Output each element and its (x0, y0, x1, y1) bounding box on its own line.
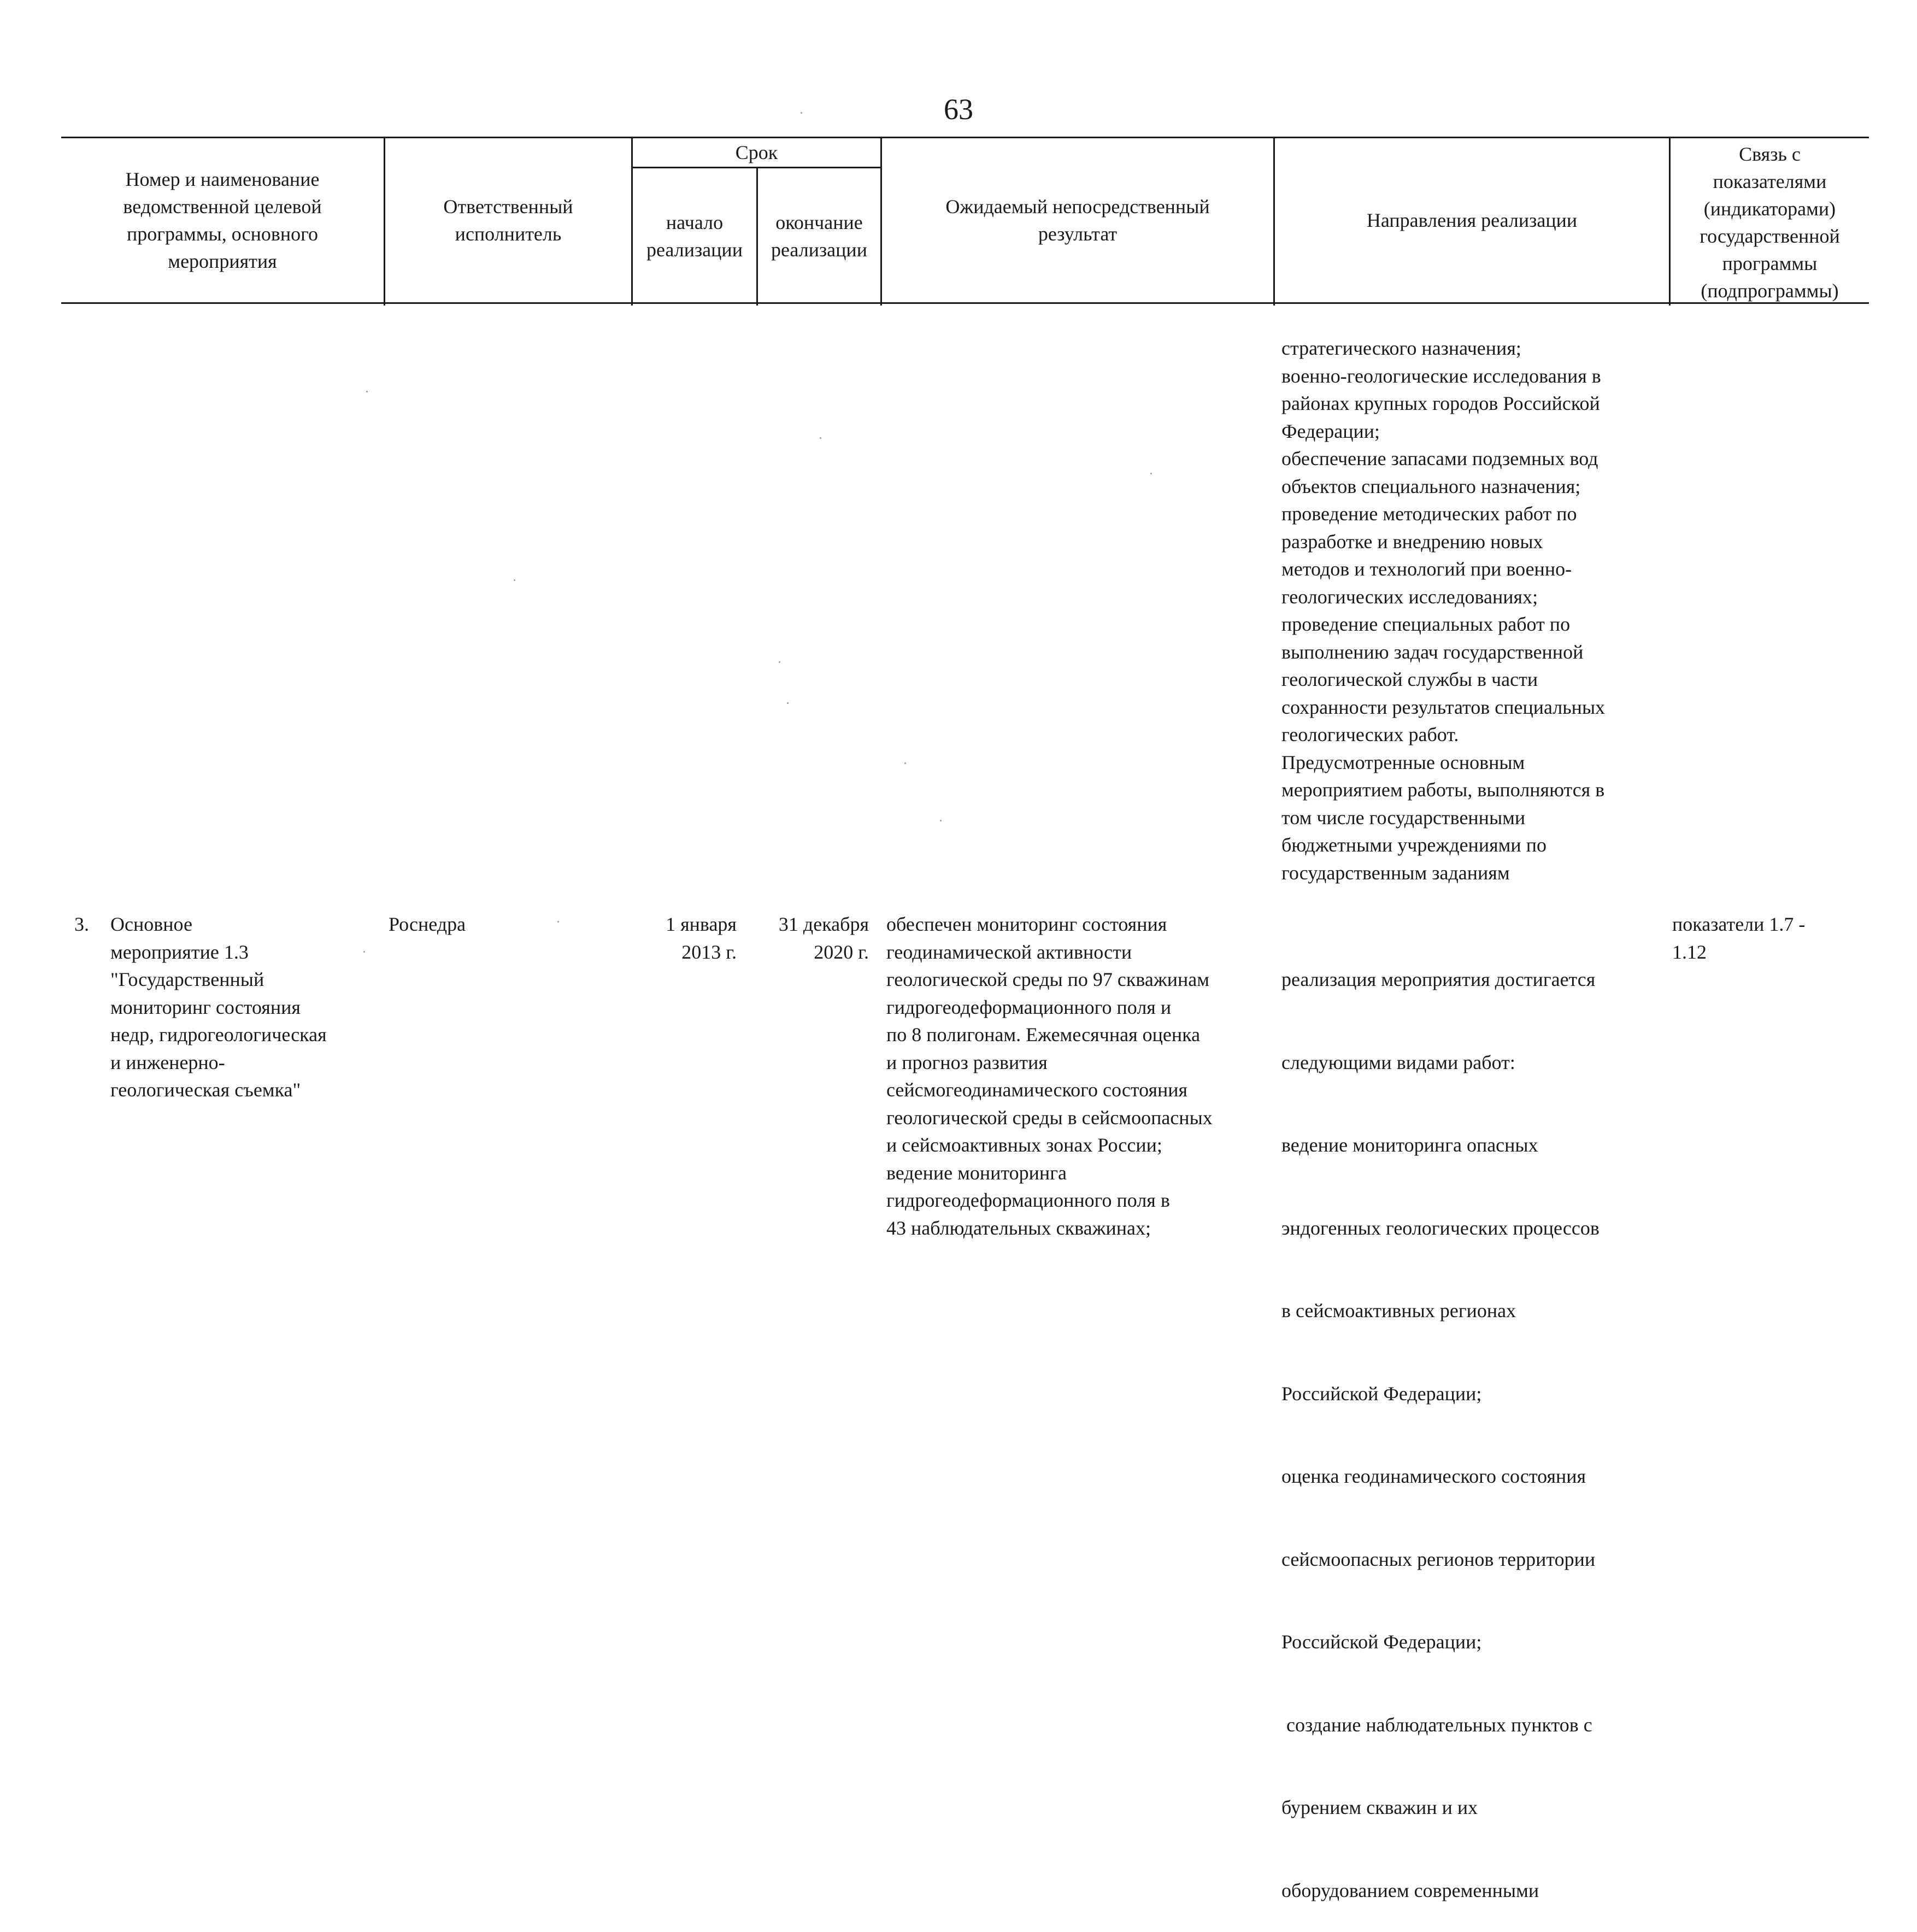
row3-executor: Роснедра (389, 913, 466, 935)
header-end: окончание реализации (771, 212, 867, 261)
header-executor: Ответственный исполнитель (443, 196, 573, 245)
continuation-directions: стратегического назначения; военно-геологические исследования в районах крупных городов Российской Федерации; обеспечение запасами подземных вод объектов специального назначения; проведение методических работ по разработке и внедрению новых методов и технологий при военно- геологических исследованиях; проведение специальных работ по выполнению задач государственной геологической службы в части сохранности результатов специальных геологических работ. Предусмотренные основным мероприятием работы, выполняются в том числе государственными бюджетными учреждениями по государственным заданиям (1281, 337, 1606, 884)
row3-start-date: 1 января 2013 г. (666, 913, 737, 963)
scan-speck (363, 951, 365, 953)
scan-speck (557, 921, 559, 923)
row3-expected-result: обеспечен мониторинг состояния геодинамической активности геологической среды по 97 скважинам гидрогеодеформационного поля и по 8 полигонам. Ежемесячная оценка и прогноз развития сейсмогеодинамического состояния геологической среды в сейсмоопасных и сейсмоактивных зонах России; ведение мониторинга гидрогеодеформационного поля в 43 наблюдательных скважинах; (886, 913, 1213, 1239)
scan-speck (1150, 473, 1152, 474)
row3-end-date: 31 декабря 2020 г. (778, 913, 869, 963)
page-number: 63 (944, 93, 973, 126)
header-program-name: Номер и наименование ведомственной целевой программы, основного мероприятия (123, 168, 322, 272)
scan-speck (820, 437, 821, 439)
table-header (61, 137, 1869, 304)
scan-speck (514, 579, 515, 581)
header-start: начало реализации (646, 212, 743, 261)
scan-speck (366, 391, 368, 392)
scan-speck (904, 762, 906, 764)
header-directions: Направления реализации (1366, 209, 1578, 231)
scan-speck (779, 661, 780, 663)
header-expected-result: Ожидаемый непосредственный результат (945, 196, 1210, 245)
scan-speck (787, 702, 789, 704)
header-srok: Срок (735, 142, 778, 163)
scan-speck (940, 820, 942, 821)
row3-program-name: Основное мероприятие 1.3 "Государственный мониторинг состояния недр, гидрогеологическая и инженерно- геологическая съемка" (110, 913, 327, 1101)
row3-directions: реализация мероприятия достигается следующими видами работ: ведение мониторинга опасных эндогенных геологических процессов в сейсмоактивных регионах Российской Федерации; оценка геодинамического состояния сейсмоопасных регионов территории Российской Федерации; создание наблюдательных пунктов с бурением скважин и их оборудованием современными (1281, 968, 1600, 1901)
row3-indicators: показатели 1.7 - 1.12 (1672, 913, 1806, 963)
header-indicators: Связь с показателями (индикаторами) государственной программы (подпрограммы) (1700, 143, 1840, 302)
row3-number: 3. (74, 913, 89, 935)
scan-speck (801, 112, 802, 114)
